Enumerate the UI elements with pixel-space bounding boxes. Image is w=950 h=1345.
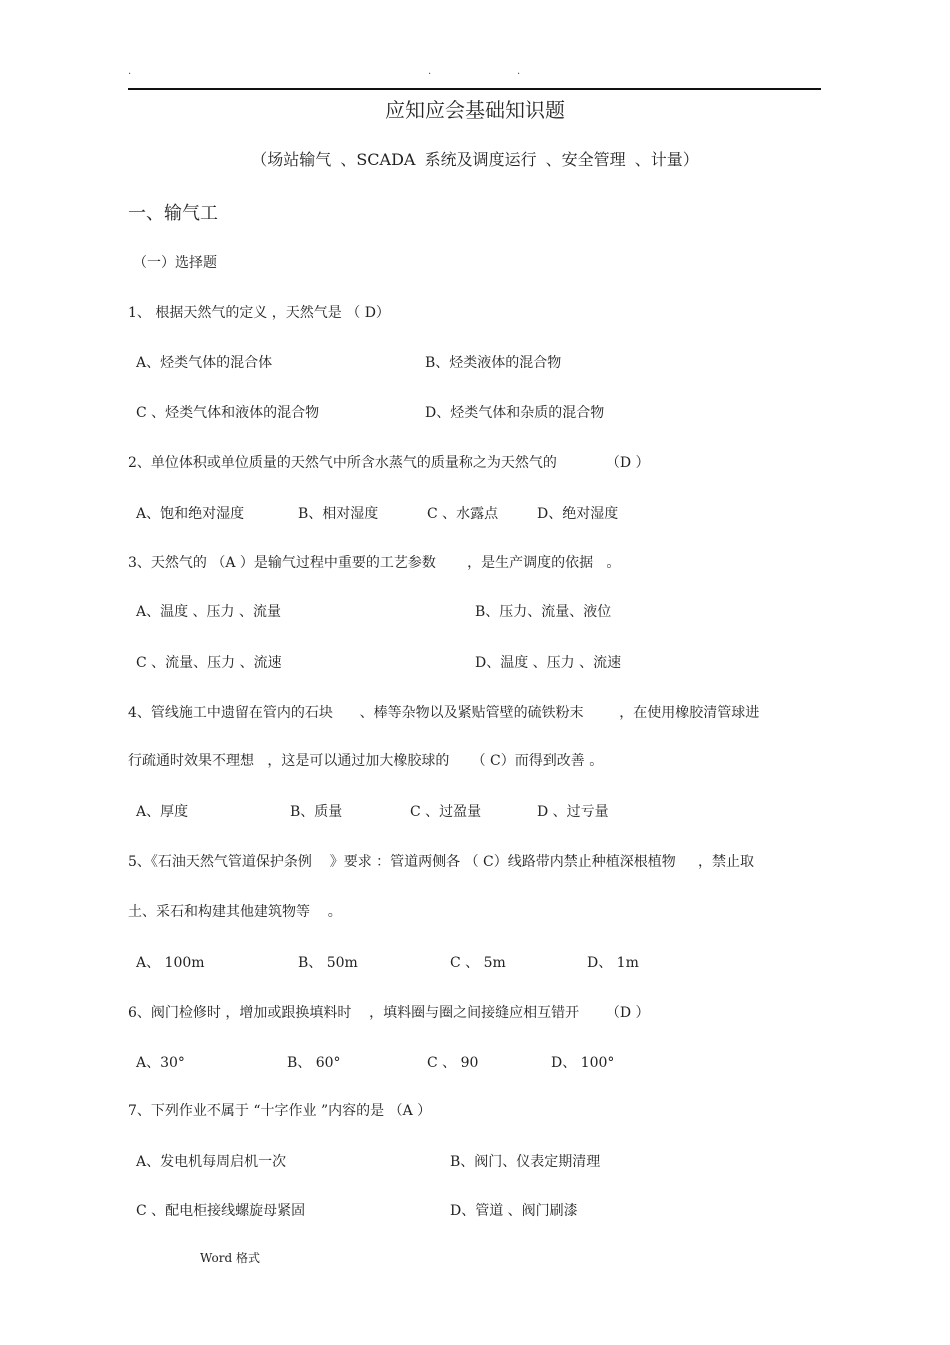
question-2-stem: 2、单位体积或单位质量的天然气中所含水蒸气的质量称之为天然气的 （D ） — [128, 455, 650, 471]
question-3-option-d: D、温度 、压力 、流速 — [475, 655, 622, 671]
header-rule — [128, 88, 821, 90]
question-4-stem-line-1: 4、管线施工中遗留在管内的石块 、棒等杂物以及紧贴管壁的硫铁粉末 ，在使用橡胶清管球进 — [128, 705, 760, 721]
question-7-stem: 7、下列作业不属于 “十字作业 ”内容的是 （A ） — [128, 1103, 432, 1119]
question-3-option-a: A、温度 、压力 、流量 — [136, 604, 282, 620]
question-2-option-c: C 、水露点 — [427, 506, 499, 522]
question-2-option-d: D、绝对湿度 — [537, 506, 619, 522]
question-6-option-d: D、 100° — [551, 1055, 615, 1071]
document-title: 应知应会基础知识题 — [385, 98, 565, 122]
question-4-option-d: D 、过亏量 — [537, 804, 609, 820]
question-5-stem-line-1: 5、《石油天然气管道保护条例 》要求 ：管道两侧各 （ C）线路带内禁止种植深根植物 ，禁止取 — [128, 854, 755, 870]
question-4-stem-line-2: 行疏通时效果不理想 ，这是可以通过加大橡胶球的 （ C）而得到改善 。 — [128, 753, 604, 769]
question-7-option-c: C 、配电柜接线螺旋母紧固 — [136, 1203, 306, 1219]
question-1-option-d: D、烃类气体和杂质的混合物 — [425, 405, 605, 421]
question-3-option-b: B、压力、流量、液位 — [475, 604, 612, 620]
question-5-stem-line-2: 土、采石和构建其他建筑物等 。 — [128, 904, 342, 920]
question-1-option-a: A、烃类气体的混合体 — [136, 355, 273, 371]
question-4-option-c: C 、过盈量 — [410, 804, 482, 820]
question-4-option-b: B、质量 — [290, 804, 343, 820]
document-subtitle: （场站输气 、SCADA 系统及调度运行 、安全管理 、计量） — [251, 150, 699, 169]
question-5-option-c: C 、 5m — [450, 955, 506, 971]
header-mark: . — [428, 66, 432, 77]
subsection-heading: （一）选择题 — [133, 255, 217, 271]
section-heading: 一、输气工 — [128, 203, 218, 224]
question-7-option-a: A、发电机每周启机一次 — [136, 1154, 287, 1170]
question-3-stem: 3、天然气的 （A ）是输气过程中重要的工艺参数 ，是生产调度的依据 。 — [128, 555, 621, 571]
header-mark: . — [128, 66, 132, 77]
question-5-option-d: D、 1m — [587, 955, 639, 971]
question-1-stem: 1、 根据天然气的定义 ，天然气是 （ D） — [128, 305, 390, 321]
question-5-option-b: B、 50m — [298, 955, 358, 971]
page-footer: Word 格式 — [200, 1251, 260, 1265]
header-mark: . — [517, 66, 521, 77]
question-1-option-c: C 、烃类气体和液体的混合物 — [136, 405, 320, 421]
question-2-option-b: B、相对湿度 — [298, 506, 379, 522]
question-2-option-a: A、饱和绝对湿度 — [136, 506, 245, 522]
question-6-option-a: A、30° — [136, 1055, 185, 1071]
question-1-option-b: B、烃类液体的混合物 — [425, 355, 562, 371]
question-5-option-a: A、 100m — [136, 955, 205, 971]
question-7-option-d: D、管道 、阀门刷漆 — [450, 1203, 578, 1219]
question-3-option-c: C 、流量、压力 、流速 — [136, 655, 282, 671]
question-6-stem: 6、阀门检修时 ，增加或跟换填料时 ，填料圈与圈之间接缝应相互错开 （D ） — [128, 1005, 650, 1021]
question-6-option-c: C 、 90 — [427, 1055, 479, 1071]
question-4-option-a: A、厚度 — [136, 804, 189, 820]
question-6-option-b: B、 60° — [287, 1055, 341, 1071]
question-7-option-b: B、阀门、仪表定期清理 — [450, 1154, 601, 1170]
